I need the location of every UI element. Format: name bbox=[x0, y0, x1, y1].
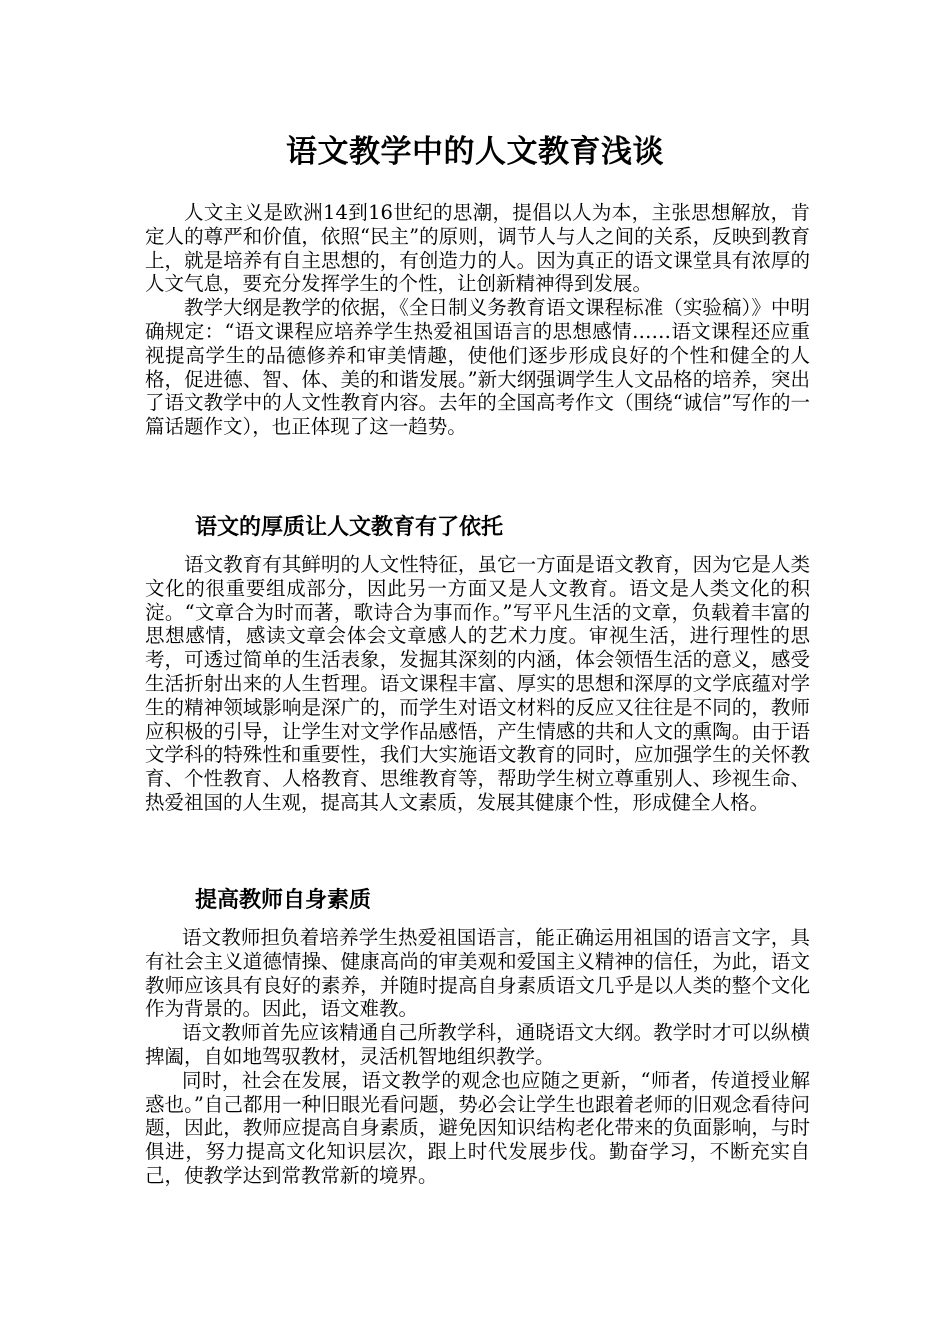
intro-paragraph-2: 教学大纲是教学的依据，《全日制义务教育语文课程标准（实验稿）》中明确规定：“语文课程应培养学生热爱祖国语言的思想感情……语文课程还应重视提高学生的品德修养和审美情趣，使他们逐步形成良好的个性和健全的人格，促进德、智、体、美的和谐发展。”新大纲强调学生人文品格的培养，突出了语文教学中的人文性教育内容。去年的全国高考作文（围绕“诚信”写作的一篇话题作文），也正体现了这一趋势。 bbox=[145, 296, 810, 439]
section1-heading: 语文的厚质让人文教育有了依托 bbox=[195, 514, 504, 540]
section2-paragraph-1: 语文教师担负着培养学生热爱祖国语言，能正确运用祖国的语言文字，具有社会主义道德情操、健康高尚的审美观和爱国主义精神的信任，为此，语文教师应该具有良好的素养，并随时提高自身素质语文几乎是以人类的整个文化作为背景的。因此，语文难教。 bbox=[145, 926, 810, 1021]
document-title: 语文教学中的人文教育浅谈 bbox=[286, 134, 664, 170]
section1-body bbox=[145, 553, 810, 815]
section2-heading: 提高教师自身素质 bbox=[195, 887, 372, 913]
section1-paragraph-1: 语文教育有其鲜明的人文性特征，虽它一方面是语文教育，因为它是人类文化的很重要组成部分，因此另一方面又是人文教育。语文是人类文化的积淀。“文章合为时而著，歌诗合为事而作。”写平凡生活的文章，负载着丰富的思想感情，感读文章会体会文章感人的艺术力度。审视生活，进行理性的思考，可透过简单的生活表象，发掘其深刻的内涵，体会领悟生活的意义，感受生活折射出来的人生哲理。语文课程丰富、厚实的思想和深厚的文学底蕴对学生的精神领域影响是深广的，而学生对语文材料的反应又往往是不同的，教师应积极的引导，让学生对文学作品感悟，产生情感的共和人文的熏陶。由于语文学科的特殊性和重要性，我们大实施语文教育的同时，应加强学生的关怀教育、个性教育、人格教育、思维教育等，帮助学生树立尊重别人、珍视生命、热爱祖国的人生观，提高其人文素质，发展其健康个性，形成健全人格。 bbox=[145, 553, 810, 814]
section2-body bbox=[145, 926, 810, 1188]
intro-paragraph-1: 人文主义是欧洲14到16世纪的思潮，提倡以人为本，主张思想解放，肯定人的尊严和价值，依照“民主”的原则，调节人与人之间的关系，反映到教育上，就是培养有自主思想的，有创造力的人。因为真正的语文课堂具有浓厚的人文气息，要充分发挥学生的个性，让创新精神得到发展。 bbox=[145, 201, 810, 296]
section2-paragraph-3: 同时，社会在发展，语文教学的观念也应随之更新，“师者，传道授业解惑也。”自己都用一种旧眼光看问题，势必会让学生也跟着老师的旧观念看待问题，因此，教师应提高自身素质，避免因知识结构老化带来的负面影响，与时俱进，努力提高文化知识层次，跟上时代发展步伐。勤奋学习，不断充实自己，使教学达到常教常新的境界。 bbox=[145, 1068, 810, 1187]
intro-section bbox=[145, 201, 810, 439]
section2-paragraph-2: 语文教师首先应该精通自己所教学科，通晓语文大纲。教学时才可以纵横捭阖，自如地驾驭教材，灵活机智地组织教学。 bbox=[145, 1021, 810, 1068]
